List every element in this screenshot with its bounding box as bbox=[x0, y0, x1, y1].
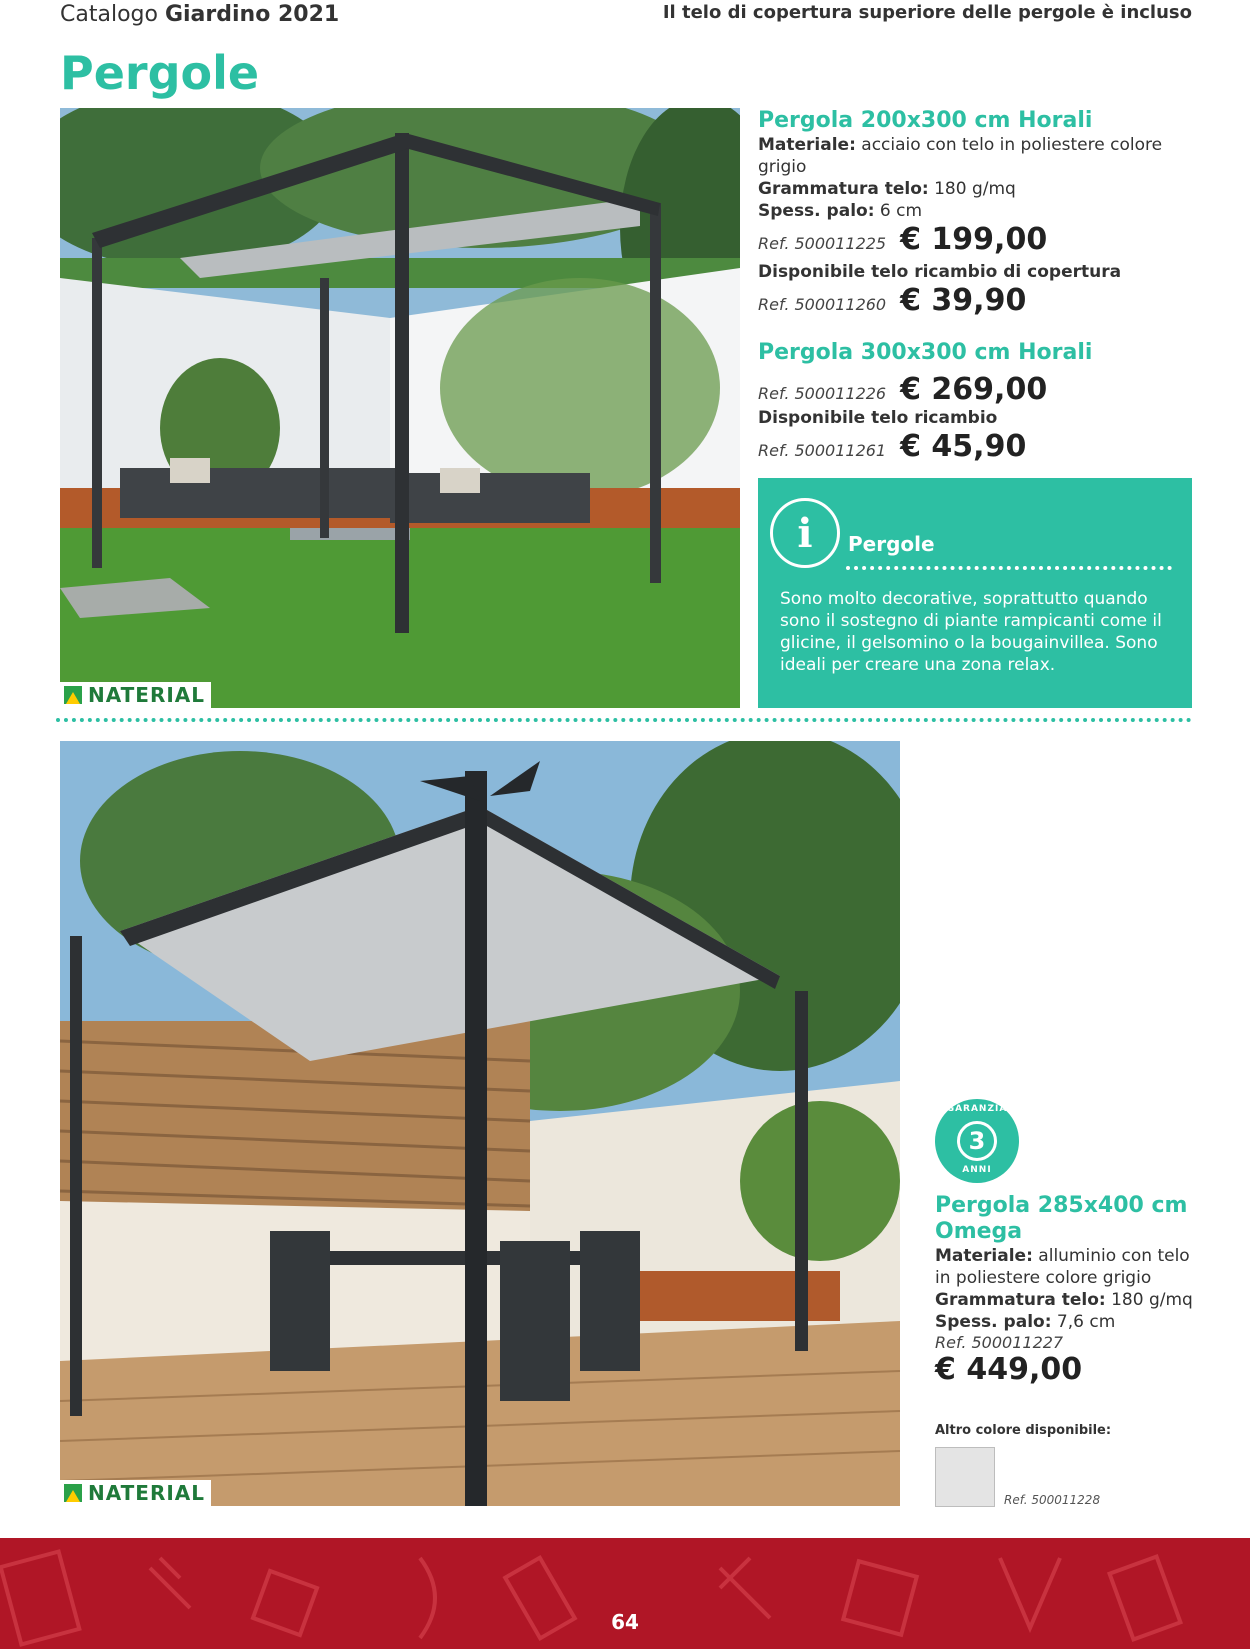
product-weight bbox=[935, 1289, 1195, 1311]
spare-ref: Ref. 500011261 bbox=[758, 441, 887, 460]
spare-price-row bbox=[758, 283, 1188, 318]
warranty-badge bbox=[935, 1099, 1019, 1183]
weight-value: 180 g/mq bbox=[934, 179, 1016, 199]
product-ref: Ref. 500011227 bbox=[935, 1333, 1064, 1352]
page-title: Pergole bbox=[60, 46, 260, 100]
product-price: € 269,00 bbox=[900, 372, 1048, 407]
spare-price-row bbox=[758, 429, 1188, 464]
product-omega-285x400 bbox=[935, 1193, 1195, 1387]
page-number: 64 bbox=[611, 1610, 639, 1634]
pole-label: Spess. palo: bbox=[758, 201, 875, 221]
product-material bbox=[758, 134, 1188, 178]
weight-label: Grammatura telo: bbox=[935, 1290, 1106, 1310]
info-divider bbox=[846, 566, 1172, 570]
pole-label: Spess. palo: bbox=[935, 1312, 1052, 1332]
catalog-name: Giardino 2021 bbox=[164, 2, 340, 27]
product-material bbox=[935, 1245, 1195, 1289]
product-photo-horali bbox=[60, 108, 740, 708]
product-pole bbox=[935, 1311, 1195, 1333]
product-name: Pergola 200x300 cm Horali bbox=[758, 108, 1093, 133]
brand-name: NATERIAL bbox=[88, 683, 206, 707]
warranty-years: 3 bbox=[957, 1121, 997, 1161]
product-ref: Ref. 500011225 bbox=[758, 234, 887, 253]
product-weight bbox=[758, 178, 1188, 200]
product-horali-300x300 bbox=[758, 340, 1188, 464]
info-icon: i bbox=[770, 498, 840, 568]
product-photo-omega bbox=[60, 741, 900, 1506]
spare-title: Disponibile telo ricambio bbox=[758, 408, 998, 428]
info-title: Pergole bbox=[848, 532, 935, 556]
warranty-unit: ANNI bbox=[962, 1165, 992, 1175]
product-ref: Ref. 500011226 bbox=[758, 384, 887, 403]
spare-ref: Ref. 500011260 bbox=[758, 295, 887, 314]
product-price-row bbox=[758, 372, 1188, 407]
naterial-logo-icon bbox=[64, 686, 82, 704]
spare-price: € 39,90 bbox=[900, 283, 1027, 318]
material-label: Materiale: bbox=[758, 135, 856, 155]
material-value: alluminio con telo in poliestere colore grigio bbox=[935, 1246, 1190, 1288]
weight-value: 180 g/mq bbox=[1111, 1290, 1193, 1310]
info-body: Sono molto decorative, soprattutto quando sono il sostegno di piante rampicanti come il glicine, il gelsomino o la bougainvillea. Sono ideali per creare una zona relax. bbox=[780, 589, 1162, 675]
section-divider bbox=[56, 718, 1192, 722]
product-name: Pergola 300x300 cm Horali bbox=[758, 340, 1093, 365]
catalog-prefix: Catalogo bbox=[60, 2, 158, 27]
naterial-logo-icon bbox=[64, 1484, 82, 1502]
other-color-label: Altro colore disponibile: bbox=[935, 1423, 1112, 1438]
weight-label: Grammatura telo: bbox=[758, 179, 929, 199]
catalog-title bbox=[60, 2, 339, 27]
warranty-label: GARANZIA bbox=[946, 1104, 1008, 1114]
material-value: acciaio con telo in poliestere colore grigio bbox=[758, 135, 1163, 177]
naterial-brand bbox=[60, 682, 211, 708]
product-horali-200x300 bbox=[758, 108, 1188, 318]
product-price: € 199,00 bbox=[900, 222, 1048, 257]
header-notice: Il telo di copertura superiore delle pergole è incluso bbox=[662, 2, 1192, 23]
info-box bbox=[758, 478, 1192, 708]
product-price-row bbox=[758, 222, 1188, 257]
spare-title: Disponibile telo ricambio di copertura bbox=[758, 262, 1122, 282]
other-color-ref: Ref. 500011228 bbox=[1004, 1493, 1101, 1507]
naterial-brand bbox=[60, 1480, 211, 1506]
product-name: Pergola 285x400 cm Omega bbox=[935, 1193, 1188, 1244]
product-pole bbox=[758, 200, 1188, 222]
color-swatch-grey bbox=[935, 1447, 995, 1507]
product-price: € 449,00 bbox=[935, 1352, 1083, 1387]
pole-value: 7,6 cm bbox=[1056, 1312, 1116, 1332]
brand-name: NATERIAL bbox=[88, 1481, 206, 1505]
pole-value: 6 cm bbox=[879, 201, 923, 221]
spare-price: € 45,90 bbox=[900, 429, 1027, 464]
material-label: Materiale: bbox=[935, 1246, 1033, 1266]
